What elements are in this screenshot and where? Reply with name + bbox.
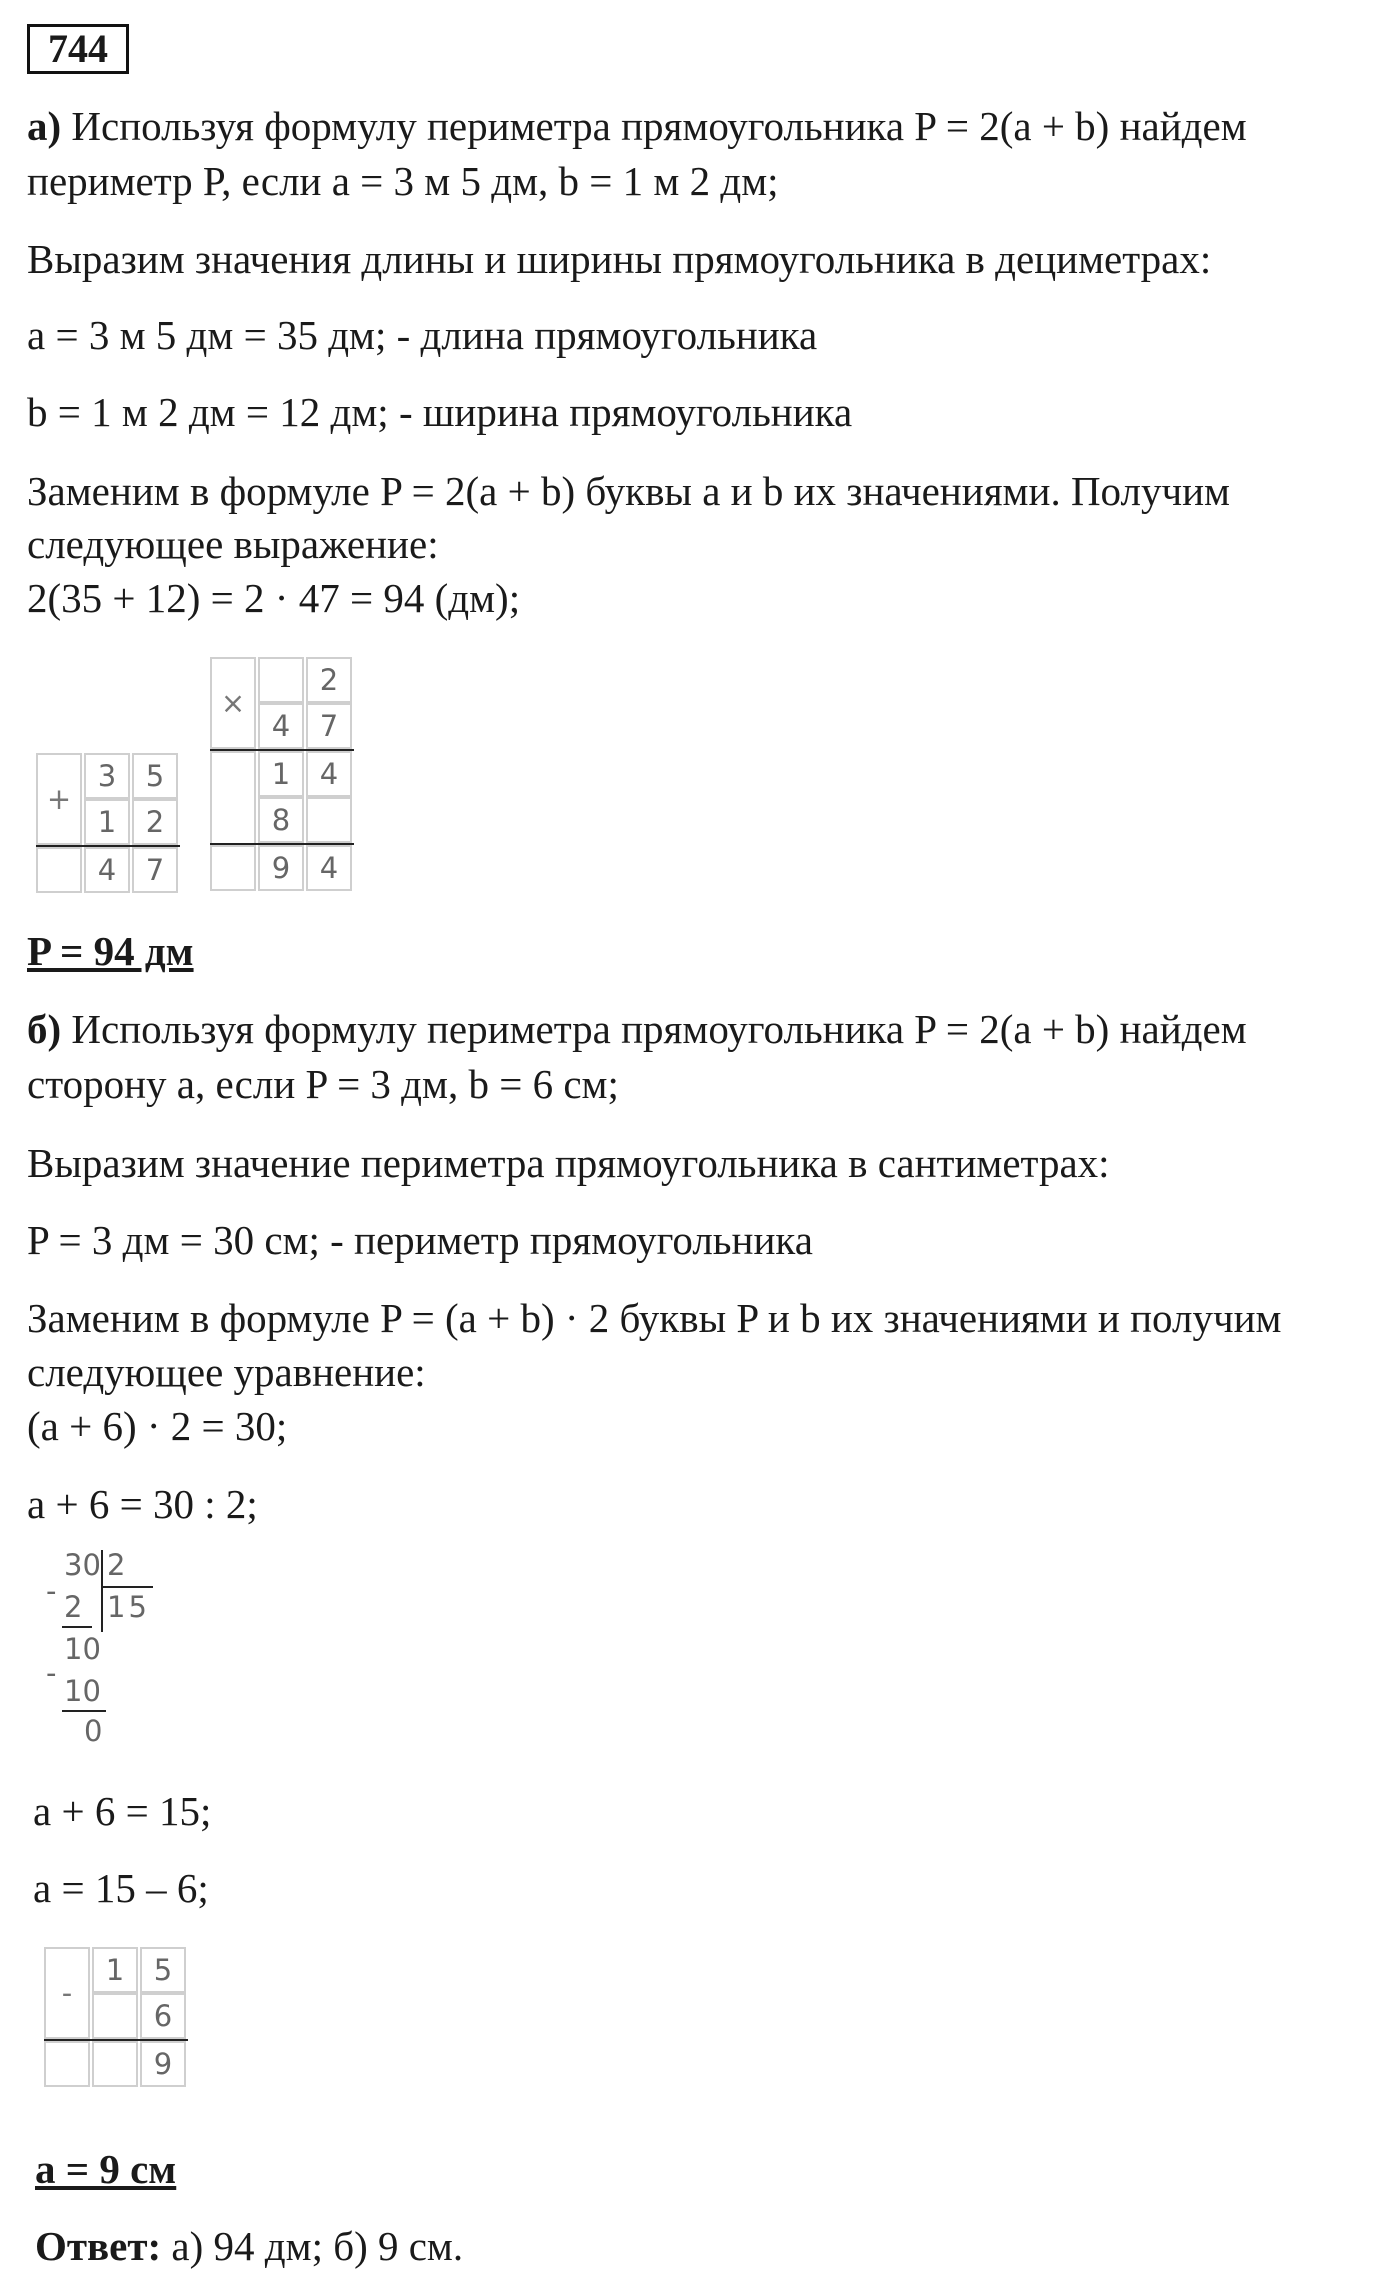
multiplication-partial-digit: 8: [258, 797, 304, 843]
part-b-intro-line1: [27, 1003, 1247, 1055]
part-a-substitute-line1: Заменим в формуле P = 2(a + b) буквы a и b их значениями. Получим: [27, 468, 1230, 514]
part-a-b-value: b = 1 м 2 дм = 12 дм; - ширина прямоугольника: [27, 389, 853, 435]
answer-line: [35, 2220, 463, 2272]
subtraction-result-digit: [92, 2041, 138, 2087]
part-a-a-value: a = 3 м 5 дм = 35 дм; - длина прямоугольника: [27, 312, 818, 358]
division-rule: [62, 1710, 106, 1712]
multiplication-digit: 4: [258, 703, 304, 749]
division-minus: -: [46, 1656, 57, 1690]
addition-digit: 1: [84, 799, 130, 845]
addition-operator: +: [36, 753, 82, 845]
division-remainder-1: 10: [64, 1632, 101, 1666]
division-quotient: 15: [107, 1590, 150, 1624]
multiplication-digit: [258, 657, 304, 703]
division-dividend: 30: [64, 1548, 101, 1582]
part-b-result: a = 9 см: [35, 2146, 177, 2192]
division-divisor: 2: [107, 1548, 126, 1582]
part-b-label: б): [27, 1006, 62, 1052]
multiplication-empty-cell: [210, 845, 256, 891]
subtraction-digit: [92, 1993, 138, 2039]
part-b-equation-1: (a + 6) · 2 = 30;: [27, 1403, 288, 1449]
part-a-expression: 2(35 + 12) = 2 · 47 = 94 (дм);: [27, 575, 521, 621]
addition-rule: [36, 845, 180, 847]
part-a-intro-line1: [27, 100, 1247, 152]
answer-label: Ответ:: [35, 2223, 162, 2269]
part-b-equation-2: a + 6 = 30 : 2;: [27, 1481, 258, 1527]
multiplication-digit: 7: [306, 703, 352, 749]
division-vertical-bar: [101, 1550, 103, 1632]
part-a-result: P = 94 дм: [27, 928, 194, 974]
part-b-intro-line2: сторону a, если P = 3 дм, b = 6 см;: [27, 1061, 619, 1107]
addition-result-digit: 4: [84, 847, 130, 893]
addition-empty-cell: [36, 847, 82, 893]
multiplication-digit: 2: [306, 657, 352, 703]
part-b-convert: Выразим значение периметра прямоугольника в сантиметрах:: [27, 1140, 1110, 1186]
division-remainder-2: 0: [84, 1714, 103, 1748]
multiplication-operator: ×: [210, 657, 256, 749]
addition-digit: 5: [132, 753, 178, 799]
part-b-equation-3: a + 6 = 15;: [33, 1788, 212, 1834]
multiplication-column: [210, 657, 354, 897]
part-a-intro-line2: периметр P, если a = 3 м 5 дм, b = 1 м 2 дм;: [27, 158, 779, 204]
part-b-intro-text: Используя формулу периметра прямоугольника P = 2(a + b) найдем: [61, 1006, 1247, 1052]
part-b-substitute-line1: Заменим в формуле P = (a + b) · 2 буквы P и b их значениями и получим: [27, 1295, 1282, 1341]
subtraction-operator: -: [44, 1947, 90, 2039]
subtraction-result-digit: 9: [140, 2041, 186, 2087]
addition-digit: 3: [84, 753, 130, 799]
part-a-label: а): [27, 103, 62, 149]
part-a-substitute-line2: следующее выражение:: [27, 521, 439, 567]
multiplication-empty-cell: [210, 751, 256, 845]
division-minus: -: [46, 1574, 57, 1608]
part-b-substitute-line2: следующее уравнение:: [27, 1349, 426, 1395]
part-b-p-value: P = 3 дм = 30 см; - периметр прямоугольника: [27, 1217, 813, 1263]
subtraction-digit: 6: [140, 1993, 186, 2039]
part-a-convert: Выразим значения длины и ширины прямоугольника в дециметрах:: [27, 236, 1212, 282]
multiplication-result-digit: 9: [258, 845, 304, 891]
multiplication-result-digit: 4: [306, 845, 352, 891]
part-a-intro-text: Используя формулу периметра прямоугольника P = 2(a + b) найдем: [61, 103, 1247, 149]
division-quotient-rule: [103, 1586, 153, 1588]
problem-number: 744: [27, 24, 129, 74]
addition-result-digit: 7: [132, 847, 178, 893]
addition-column: [36, 753, 180, 897]
subtraction-column: [44, 1947, 188, 2091]
long-division: [46, 1548, 166, 1768]
part-b-equation-4: a = 15 – 6;: [33, 1865, 209, 1911]
division-subtrahend-1: 2: [64, 1590, 83, 1624]
multiplication-partial-digit: 4: [306, 751, 352, 797]
division-subtrahend-2: 10: [64, 1674, 101, 1708]
division-rule: [62, 1626, 92, 1628]
answer-text: а) 94 дм; б) 9 см.: [161, 2223, 464, 2269]
subtraction-digit: 5: [140, 1947, 186, 1993]
subtraction-digit: 1: [92, 1947, 138, 1993]
addition-digit: 2: [132, 799, 178, 845]
multiplication-partial-digit: [306, 797, 352, 843]
subtraction-empty-cell: [44, 2041, 90, 2087]
multiplication-partial-digit: 1: [258, 751, 304, 797]
